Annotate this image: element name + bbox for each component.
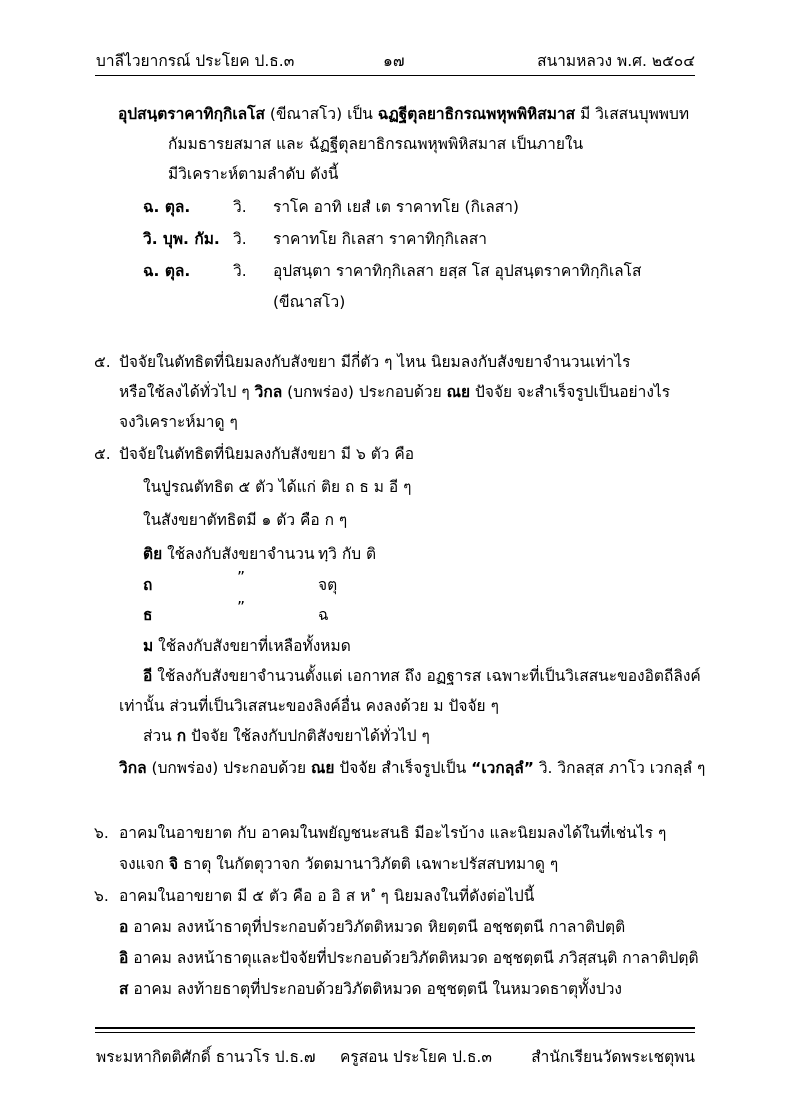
- q5-line-2c: (บกพร่อง) ประกอบด้วย: [287, 383, 442, 401]
- a5-line-1: ปัจจัยในตัทธิตที่นิยมลงกับสังขยา มี ๖ ตัว คือ: [119, 445, 415, 463]
- analysis-text-3b: (ขีณาสโว): [273, 293, 346, 311]
- intro-type: ฉฏฐีตุลยาธิกรณพหุพพิหิสมาส: [377, 105, 576, 123]
- a5-line-3: ในสังขยาตัทธิตมี ๑ ตัว คือ ก ๆ: [143, 511, 348, 529]
- q6-ji: จิ: [169, 855, 179, 873]
- a6-i: อิ: [119, 949, 129, 967]
- a6-line-1: อาคมในอาขยาต มี ๕ ตัว คือ อ อิ ส ห ํ ๆ นิยมลงในที่ดังต่อไปนี้: [119, 887, 535, 905]
- analysis-label-2: วิ. บุพ. กัม.: [143, 230, 220, 248]
- a5-ii-rule: ใช้ลงกับสังขยาจำนวนตั้งแต่ เอกาทส ถึง อฏฐารส เฉพาะที่เป็นวิเสสนะของอิตถีลิงค์: [157, 667, 701, 685]
- q5-line-3: จงวิเคราะห์มาดู ๆ: [119, 413, 238, 431]
- a5-tiya-value: ทฺวิ กับ ติ: [318, 545, 377, 563]
- a6-s-rule: อาคม ลงท้ายธาตุที่ประกอบด้วยวิภัตติหมวด อชฺชตฺตนี ในหมวดธาตุทั้งปวง: [133, 980, 623, 998]
- a6-i-rule: อาคม ลงหน้าธาตุและปัจจัยที่ประกอบด้วยวิภัตติหมวด อชฺชตฺตนี ภวิสฺสนฺติ กาลาติปตฺติ: [133, 949, 699, 967]
- a5-ka-prefix: ส่วน: [143, 727, 172, 745]
- footer-rule-thin: [95, 1032, 695, 1033]
- a5-vikala-3: ปัจจัย สำเร็จรูปเป็น: [339, 759, 467, 777]
- a6-a-row: [119, 914, 625, 939]
- header-left: บาลีไวยากรณ์ ประโยค ป.ธ.๓: [96, 52, 295, 70]
- a5-ma: ม: [143, 637, 154, 655]
- intro-rest: มี วิเสสนบุพพบท: [580, 105, 690, 123]
- intro-term: อุปสนฺตราคาทิกฺกิเลโส: [118, 105, 265, 123]
- a5-ii-row: [143, 663, 701, 688]
- a5-ditto-2: ”: [237, 598, 246, 616]
- analysis-vi-3: วิ.: [233, 262, 247, 280]
- q5-line-2: [119, 379, 670, 404]
- a5-ma-row: [143, 633, 351, 658]
- analysis-text-2: ราคาทโย กิเลสา ราคาทิกฺกิเลสา: [273, 230, 487, 248]
- a5-tiya-row: [143, 541, 315, 566]
- footer-left: พระมหากิตติศักดิ์ ธานวโร ป.ธ.๗: [96, 1048, 316, 1066]
- a5-tiya: ติย: [143, 545, 163, 563]
- a5-ditto-1: ”: [237, 568, 246, 586]
- analysis-vi-1: วิ.: [233, 198, 247, 216]
- a5-vikala: วิกล: [119, 759, 147, 777]
- a5-ka: ก: [176, 727, 187, 745]
- intro-line-1: [118, 101, 689, 126]
- a5-dha-value: ฉ: [318, 606, 329, 624]
- footer-rule-thick: [95, 1027, 695, 1029]
- q6-line-2: [119, 851, 558, 876]
- q5-number: ๕.: [94, 353, 111, 371]
- header-rule: [95, 75, 695, 76]
- q6-line-2a: จงแจก: [119, 855, 165, 873]
- analysis-label-1: ฉ. ตุล.: [143, 198, 191, 216]
- a5-vikala-nya: ณย: [311, 759, 335, 777]
- a5-dha: ธ: [143, 606, 153, 624]
- a5-tha-value: จตุ: [318, 576, 338, 594]
- a6-number: ๖.: [94, 887, 109, 905]
- a6-i-row: [119, 945, 699, 970]
- a6-a: อ: [119, 918, 129, 936]
- a5-vikala-1: (บกพร่อง) ประกอบด้วย: [151, 759, 307, 777]
- a5-vikala-form: “เวกลฺลํ”: [471, 759, 534, 777]
- analysis-label-3: ฉ. ตุล.: [143, 262, 191, 280]
- page-number: ๑๗: [383, 52, 405, 70]
- q5-line-1: ปัจจัยในตัทธิตที่นิยมลงกับสังขยา มีกี่ตัว ๆ ไหน นิยมลงกับสังขยาจำนวนเท่าไร: [119, 353, 631, 371]
- a5-vikala-analysis: วิ. วิกลสฺส ภาโว เวกลฺลํ ๆ: [538, 759, 706, 777]
- q5-nya: ณย: [446, 383, 471, 401]
- footer-right: สำนักเรียนวัดพระเชตุพน: [531, 1048, 695, 1066]
- a5-vikala-row: [119, 755, 705, 780]
- a5-ka-row: [143, 723, 430, 748]
- a5-ii-rule-2: เท่านั้น ส่วนที่เป็นวิเสสนะของลิงค์อื่น คงลงด้วย ม ปัจจัย ๆ: [119, 697, 499, 715]
- footer-center: ครูสอน ประโยค ป.ธ.๓: [340, 1048, 492, 1066]
- q5-vikala: วิกล: [254, 383, 283, 401]
- a5-number: ๕.: [94, 445, 111, 463]
- intro-paren: (ขีณาสโว) เป็น: [269, 105, 373, 123]
- a5-ii: อี: [143, 667, 153, 685]
- analysis-vi-2: วิ.: [233, 230, 247, 248]
- a5-ma-rule: ใช้ลงกับสังขยาที่เหลือทั้งหมด: [158, 637, 351, 655]
- a5-tha: ถ: [143, 576, 153, 594]
- header-right: สนามหลวง พ.ศ. ๒๕๐๔: [537, 52, 695, 70]
- a5-line-2: ในปูรณตัทธิต ๕ ตัว ได้แก่ ติย ถ ธ ม อี ๆ: [143, 478, 412, 496]
- intro-line-2: กัมมธารยสมาส และ ฉัฏฐีตุลยาธิกรณพหุพพิหิสมาส เป็นภายใน: [168, 135, 584, 153]
- a5-ka-rule: ปัจจัย ใช้ลงกับปกติสังขยาได้ทั่วไป ๆ: [191, 727, 430, 745]
- analysis-text-3: อุปสนฺตา ราคาทิกฺกิเลสา ยสฺส โส อุปสนฺตราคาทิกฺกิเลโส: [273, 262, 642, 280]
- a6-s-row: [119, 976, 622, 1001]
- q6-line-1: อาคมในอาขยาต กับ อาคมในพยัญชนะสนธิ มีอะไรบ้าง และนิยมลงได้ในที่เช่นไร ๆ: [119, 824, 667, 842]
- intro-line-3: มีวิเคราะห์ตามลำดับ ดังนี้: [168, 165, 339, 183]
- a6-a-rule: อาคม ลงหน้าธาตุที่ประกอบด้วยวิภัตติหมวด หิยตฺตนี อชฺชตฺตนี กาลาติปตฺติ: [133, 918, 626, 936]
- q5-line-2a: หรือใช้ลงได้ทั่วไป ๆ: [119, 383, 250, 401]
- q6-number: ๖.: [94, 824, 109, 842]
- a6-s: ส: [119, 980, 129, 998]
- q5-line-2e: ปัจจัย จะสำเร็จรูปเป็นอย่างไร: [475, 383, 671, 401]
- q6-line-2c: ธาตุ ในกัตตุวาจก วัตตมานาวิภัตติ เฉพาะปรัสสบทมาดู ๆ: [183, 855, 559, 873]
- a5-tiya-rule: ใช้ลงกับสังขยาจำนวน: [167, 545, 315, 563]
- analysis-text-1: ราโค อาทิ เยสํ เต ราคาทโย (กิเลสา): [273, 198, 519, 216]
